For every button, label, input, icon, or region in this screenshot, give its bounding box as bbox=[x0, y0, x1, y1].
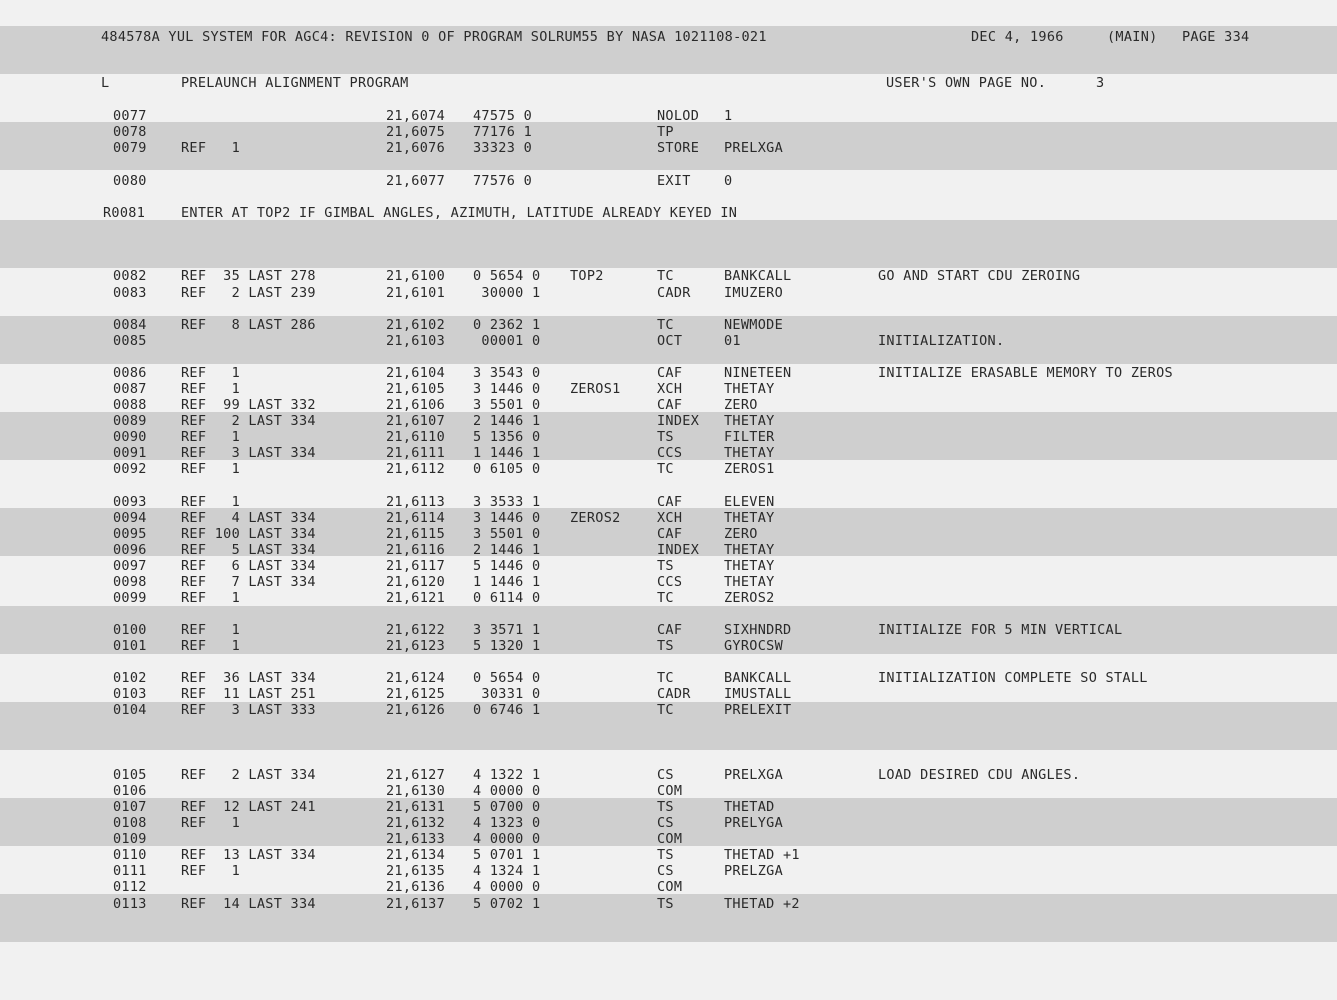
opcode: CADR bbox=[657, 686, 691, 702]
seq-number: 0087 bbox=[113, 381, 147, 397]
seq-number: 0096 bbox=[113, 542, 147, 558]
listing-row bbox=[0, 590, 1337, 606]
seq-number: 0086 bbox=[113, 365, 147, 381]
seq-number: 0111 bbox=[113, 863, 147, 879]
operand: IMUSTALL bbox=[724, 686, 792, 702]
listing-row bbox=[0, 397, 1337, 413]
seq-number: 0077 bbox=[113, 108, 147, 124]
opcode: COM bbox=[657, 831, 683, 847]
header-date: DEC 4, 1966 bbox=[971, 29, 1064, 45]
memory-address: 21,6076 bbox=[386, 140, 445, 156]
program-title: PRELAUNCH ALIGNMENT PROGRAM bbox=[181, 75, 409, 91]
seq-number: 0097 bbox=[113, 558, 147, 574]
octal-word: 00001 0 bbox=[473, 333, 541, 349]
opcode: OCT bbox=[657, 333, 683, 349]
seq-number: 0088 bbox=[113, 397, 147, 413]
ref-info: REF 7 LAST 334 bbox=[181, 574, 316, 590]
comment: LOAD DESIRED CDU ANGLES. bbox=[878, 767, 1081, 783]
listing-row bbox=[0, 268, 1337, 284]
octal-word: 1 1446 1 bbox=[473, 574, 541, 590]
operand: PRELZGA bbox=[724, 863, 783, 879]
memory-address: 21,6107 bbox=[386, 413, 445, 429]
operand: BANKCALL bbox=[724, 670, 792, 686]
opcode: CAF bbox=[657, 365, 683, 381]
octal-word: 77176 1 bbox=[473, 124, 532, 140]
opcode: EXIT bbox=[657, 173, 691, 189]
opcode: CAF bbox=[657, 526, 683, 542]
octal-word: 4 0000 0 bbox=[473, 831, 541, 847]
memory-address: 21,6075 bbox=[386, 124, 445, 140]
listing-row bbox=[0, 799, 1337, 815]
seq-number: 0100 bbox=[113, 622, 147, 638]
octal-word: 0 5654 0 bbox=[473, 268, 541, 284]
memory-address: 21,6116 bbox=[386, 542, 445, 558]
octal-word: 3 3543 0 bbox=[473, 365, 541, 381]
memory-address: 21,6077 bbox=[386, 173, 445, 189]
memory-address: 21,6135 bbox=[386, 863, 445, 879]
opcode: TS bbox=[657, 799, 674, 815]
operand: THETAD bbox=[724, 799, 775, 815]
operand: PRELXGA bbox=[724, 767, 783, 783]
listing-row bbox=[0, 542, 1337, 558]
memory-address: 21,6114 bbox=[386, 510, 445, 526]
opcode: CADR bbox=[657, 285, 691, 301]
ref-info: REF 1 bbox=[181, 590, 240, 606]
seq-number: 0102 bbox=[113, 670, 147, 686]
listing-row bbox=[0, 702, 1337, 718]
memory-address: 21,6110 bbox=[386, 429, 445, 445]
seq-number: 0089 bbox=[113, 413, 147, 429]
ref-info: REF 1 bbox=[181, 140, 240, 156]
memory-address: 21,6101 bbox=[386, 285, 445, 301]
operand: THETAY bbox=[724, 413, 775, 429]
memory-address: 21,6137 bbox=[386, 896, 445, 912]
listing-row bbox=[0, 686, 1337, 702]
operand: NEWMODE bbox=[724, 317, 783, 333]
ref-info: REF 12 LAST 241 bbox=[181, 799, 316, 815]
octal-word: 5 1446 0 bbox=[473, 558, 541, 574]
listing-row bbox=[0, 173, 1337, 189]
ref-info: REF 1 bbox=[181, 429, 240, 445]
ref-info: REF 100 LAST 334 bbox=[181, 526, 316, 542]
seq-number: 0078 bbox=[113, 124, 147, 140]
remark-line bbox=[0, 205, 1337, 221]
memory-address: 21,6103 bbox=[386, 333, 445, 349]
seq-number: 0101 bbox=[113, 638, 147, 654]
opcode: CS bbox=[657, 863, 674, 879]
ref-info: REF 1 bbox=[181, 622, 240, 638]
octal-word: 77576 0 bbox=[473, 173, 532, 189]
opcode: TS bbox=[657, 638, 674, 654]
seq-number: 0094 bbox=[113, 510, 147, 526]
operand: THETAY bbox=[724, 445, 775, 461]
memory-address: 21,6120 bbox=[386, 574, 445, 590]
octal-word: 0 2362 1 bbox=[473, 317, 541, 333]
listing-row bbox=[0, 140, 1337, 156]
opcode: NOLOD bbox=[657, 108, 700, 124]
opcode: TS bbox=[657, 558, 674, 574]
ref-info: REF 2 LAST 334 bbox=[181, 413, 316, 429]
opcode: XCH bbox=[657, 510, 683, 526]
seq-number: 0079 bbox=[113, 140, 147, 156]
operand: ZEROS1 bbox=[724, 461, 775, 477]
opcode: CAF bbox=[657, 622, 683, 638]
seq-number: 0083 bbox=[113, 285, 147, 301]
memory-address: 21,6115 bbox=[386, 526, 445, 542]
seq-number: 0084 bbox=[113, 317, 147, 333]
seq-number: 0095 bbox=[113, 526, 147, 542]
remark-seq: R0081 bbox=[103, 205, 146, 221]
octal-word: 0 6746 1 bbox=[473, 702, 541, 718]
octal-word: 4 1322 1 bbox=[473, 767, 541, 783]
opcode: CAF bbox=[657, 397, 683, 413]
ref-info: REF 5 LAST 334 bbox=[181, 542, 316, 558]
memory-address: 21,6111 bbox=[386, 445, 445, 461]
listing-row bbox=[0, 381, 1337, 397]
ref-info: REF 99 LAST 332 bbox=[181, 397, 316, 413]
seq-number: 0112 bbox=[113, 879, 147, 895]
octal-word: 1 1446 1 bbox=[473, 445, 541, 461]
opcode: CCS bbox=[657, 574, 683, 590]
seq-number: 0082 bbox=[113, 268, 147, 284]
opcode: XCH bbox=[657, 381, 683, 397]
octal-word: 30000 1 bbox=[473, 285, 541, 301]
operand: BANKCALL bbox=[724, 268, 792, 284]
octal-word: 3 1446 0 bbox=[473, 510, 541, 526]
opcode: TC bbox=[657, 268, 674, 284]
operand: ZERO bbox=[724, 397, 758, 413]
operand: 1 bbox=[724, 108, 733, 124]
ref-info: REF 11 LAST 251 bbox=[181, 686, 316, 702]
listing-row bbox=[0, 783, 1337, 799]
seq-number: 0103 bbox=[113, 686, 147, 702]
operand: SIXHNDRD bbox=[724, 622, 792, 638]
comment: INITIALIZATION. bbox=[878, 333, 1005, 349]
memory-address: 21,6124 bbox=[386, 670, 445, 686]
octal-word: 5 0700 0 bbox=[473, 799, 541, 815]
seq-number: 0085 bbox=[113, 333, 147, 349]
paper-band bbox=[0, 220, 1337, 268]
octal-word: 4 1324 1 bbox=[473, 863, 541, 879]
operand: THETAY bbox=[724, 381, 775, 397]
operand: FILTER bbox=[724, 429, 775, 445]
seq-number: 0091 bbox=[113, 445, 147, 461]
listing-row bbox=[0, 510, 1337, 526]
octal-word: 2 1446 1 bbox=[473, 413, 541, 429]
operand: PRELXGA bbox=[724, 140, 783, 156]
memory-address: 21,6112 bbox=[386, 461, 445, 477]
ref-info: REF 6 LAST 334 bbox=[181, 558, 316, 574]
page-header bbox=[0, 29, 1337, 45]
operand: THETAD +2 bbox=[724, 896, 800, 912]
operand: PRELYGA bbox=[724, 815, 783, 831]
ref-info: REF 13 LAST 334 bbox=[181, 847, 316, 863]
listing-row bbox=[0, 896, 1337, 912]
memory-address: 21,6131 bbox=[386, 799, 445, 815]
listing-row bbox=[0, 767, 1337, 783]
ref-info: REF 1 bbox=[181, 638, 240, 654]
memory-address: 21,6126 bbox=[386, 702, 445, 718]
octal-word: 30331 0 bbox=[473, 686, 541, 702]
opcode: TS bbox=[657, 896, 674, 912]
seq-number: 0104 bbox=[113, 702, 147, 718]
memory-address: 21,6127 bbox=[386, 767, 445, 783]
operand: IMUZERO bbox=[724, 285, 783, 301]
octal-word: 5 1320 1 bbox=[473, 638, 541, 654]
memory-address: 21,6074 bbox=[386, 108, 445, 124]
seq-number: 0093 bbox=[113, 494, 147, 510]
seq-number: 0092 bbox=[113, 461, 147, 477]
opcode: COM bbox=[657, 783, 683, 799]
memory-address: 21,6106 bbox=[386, 397, 445, 413]
opcode: STORE bbox=[657, 140, 700, 156]
symbol-label: ZEROS2 bbox=[570, 510, 621, 526]
listing-row bbox=[0, 638, 1337, 654]
opcode: CS bbox=[657, 767, 674, 783]
seq-number: 0098 bbox=[113, 574, 147, 590]
octal-word: 3 5501 0 bbox=[473, 526, 541, 542]
listing-row bbox=[0, 863, 1337, 879]
seq-number: 0108 bbox=[113, 815, 147, 831]
listing-row bbox=[0, 413, 1337, 429]
octal-word: 3 5501 0 bbox=[473, 397, 541, 413]
operand: PRELEXIT bbox=[724, 702, 792, 718]
ref-info: REF 36 LAST 334 bbox=[181, 670, 316, 686]
ref-info: REF 1 bbox=[181, 461, 240, 477]
ref-info: REF 1 bbox=[181, 815, 240, 831]
operand: GYROCSW bbox=[724, 638, 783, 654]
listing-row bbox=[0, 108, 1337, 124]
octal-word: 3 3571 1 bbox=[473, 622, 541, 638]
symbol-label: ZEROS1 bbox=[570, 381, 621, 397]
listing-row bbox=[0, 124, 1337, 140]
memory-address: 21,6130 bbox=[386, 783, 445, 799]
ref-info: REF 35 LAST 278 bbox=[181, 268, 316, 284]
ref-info: REF 1 bbox=[181, 365, 240, 381]
octal-word: 47575 0 bbox=[473, 108, 532, 124]
ref-info: REF 1 bbox=[181, 494, 240, 510]
symbol-label: TOP2 bbox=[570, 268, 604, 284]
ref-info: REF 4 LAST 334 bbox=[181, 510, 316, 526]
seq-number: 0113 bbox=[113, 896, 147, 912]
opcode: COM bbox=[657, 879, 683, 895]
seq-number: 0090 bbox=[113, 429, 147, 445]
octal-word: 4 0000 0 bbox=[473, 783, 541, 799]
listing-row bbox=[0, 622, 1337, 638]
comment: INITIALIZE ERASABLE MEMORY TO ZEROS bbox=[878, 365, 1173, 381]
ref-info: REF 1 bbox=[181, 381, 240, 397]
listing-row bbox=[0, 831, 1337, 847]
listing-row bbox=[0, 670, 1337, 686]
listing-row bbox=[0, 461, 1337, 477]
memory-address: 21,6122 bbox=[386, 622, 445, 638]
ref-info: REF 1 bbox=[181, 863, 240, 879]
remark-text: ENTER AT TOP2 IF GIMBAL ANGLES, AZIMUTH, LATITUDE ALREADY KEYED IN bbox=[181, 205, 738, 221]
operand: 01 bbox=[724, 333, 741, 349]
octal-word: 0 6105 0 bbox=[473, 461, 541, 477]
seq-number: 0110 bbox=[113, 847, 147, 863]
operand: ZEROS2 bbox=[724, 590, 775, 606]
listing-row bbox=[0, 285, 1337, 301]
listing-row bbox=[0, 365, 1337, 381]
listing-row bbox=[0, 815, 1337, 831]
listing-row bbox=[0, 333, 1337, 349]
listing-row bbox=[0, 847, 1337, 863]
operand: ELEVEN bbox=[724, 494, 775, 510]
comment: GO AND START CDU ZEROING bbox=[878, 268, 1081, 284]
octal-word: 4 0000 0 bbox=[473, 879, 541, 895]
memory-address: 21,6105 bbox=[386, 381, 445, 397]
opcode: INDEX bbox=[657, 413, 700, 429]
listing-row bbox=[0, 445, 1337, 461]
seq-number: 0080 bbox=[113, 173, 147, 189]
opcode: TP bbox=[657, 124, 674, 140]
ref-info: REF 14 LAST 334 bbox=[181, 896, 316, 912]
octal-word: 4 1323 0 bbox=[473, 815, 541, 831]
octal-word: 5 1356 0 bbox=[473, 429, 541, 445]
opcode: CS bbox=[657, 815, 674, 831]
octal-word: 5 0701 1 bbox=[473, 847, 541, 863]
listing-row bbox=[0, 429, 1337, 445]
operand: ZERO bbox=[724, 526, 758, 542]
memory-address: 21,6134 bbox=[386, 847, 445, 863]
operand: 0 bbox=[724, 173, 733, 189]
users-page-label: USER'S OWN PAGE NO. bbox=[886, 75, 1047, 91]
memory-address: 21,6102 bbox=[386, 317, 445, 333]
memory-address: 21,6104 bbox=[386, 365, 445, 381]
octal-word: 0 5654 0 bbox=[473, 670, 541, 686]
octal-word: 33323 0 bbox=[473, 140, 532, 156]
seq-number: 0099 bbox=[113, 590, 147, 606]
ref-info: REF 2 LAST 334 bbox=[181, 767, 316, 783]
listing-row bbox=[0, 574, 1337, 590]
seq-number: 0107 bbox=[113, 799, 147, 815]
users-page-number: 3 bbox=[1096, 75, 1105, 91]
memory-address: 21,6113 bbox=[386, 494, 445, 510]
header-section: (MAIN) bbox=[1107, 29, 1158, 45]
memory-address: 21,6117 bbox=[386, 558, 445, 574]
octal-word: 0 6114 0 bbox=[473, 590, 541, 606]
ref-info: REF 3 LAST 334 bbox=[181, 445, 316, 461]
ref-info: REF 8 LAST 286 bbox=[181, 317, 316, 333]
opcode: TC bbox=[657, 590, 674, 606]
operand: THETAY bbox=[724, 542, 775, 558]
memory-address: 21,6136 bbox=[386, 879, 445, 895]
opcode: TS bbox=[657, 429, 674, 445]
comment: INITIALIZATION COMPLETE SO STALL bbox=[878, 670, 1148, 686]
header-page: PAGE 334 bbox=[1182, 29, 1250, 45]
memory-address: 21,6133 bbox=[386, 831, 445, 847]
header-title: 484578A YUL SYSTEM FOR AGC4: REVISION 0 OF PROGRAM SOLRUM55 BY NASA 1021108-021 bbox=[101, 29, 767, 45]
octal-word: 3 1446 0 bbox=[473, 381, 541, 397]
listing-row bbox=[0, 317, 1337, 333]
memory-address: 21,6100 bbox=[386, 268, 445, 284]
opcode: TC bbox=[657, 702, 674, 718]
octal-word: 3 3533 1 bbox=[473, 494, 541, 510]
opcode: CCS bbox=[657, 445, 683, 461]
seq-number: 0109 bbox=[113, 831, 147, 847]
memory-address: 21,6121 bbox=[386, 590, 445, 606]
listing-row bbox=[0, 526, 1337, 542]
listing-row bbox=[0, 558, 1337, 574]
opcode: INDEX bbox=[657, 542, 700, 558]
operand: THETAD +1 bbox=[724, 847, 800, 863]
opcode: CAF bbox=[657, 494, 683, 510]
operand: THETAY bbox=[724, 558, 775, 574]
opcode: TC bbox=[657, 461, 674, 477]
ref-info: REF 2 LAST 239 bbox=[181, 285, 316, 301]
listing-row bbox=[0, 879, 1337, 895]
operand: THETAY bbox=[724, 510, 775, 526]
opcode: TC bbox=[657, 317, 674, 333]
ref-info: REF 3 LAST 333 bbox=[181, 702, 316, 718]
memory-address: 21,6132 bbox=[386, 815, 445, 831]
seq-number: 0105 bbox=[113, 767, 147, 783]
seq-number: 0106 bbox=[113, 783, 147, 799]
operand: THETAY bbox=[724, 574, 775, 590]
sub-header bbox=[0, 75, 1337, 91]
comment: INITIALIZE FOR 5 MIN VERTICAL bbox=[878, 622, 1123, 638]
log-mark: L bbox=[101, 75, 110, 91]
listing-row bbox=[0, 494, 1337, 510]
opcode: TS bbox=[657, 847, 674, 863]
memory-address: 21,6125 bbox=[386, 686, 445, 702]
operand: NINETEEN bbox=[724, 365, 792, 381]
octal-word: 5 0702 1 bbox=[473, 896, 541, 912]
opcode: TC bbox=[657, 670, 674, 686]
octal-word: 2 1446 1 bbox=[473, 542, 541, 558]
memory-address: 21,6123 bbox=[386, 638, 445, 654]
